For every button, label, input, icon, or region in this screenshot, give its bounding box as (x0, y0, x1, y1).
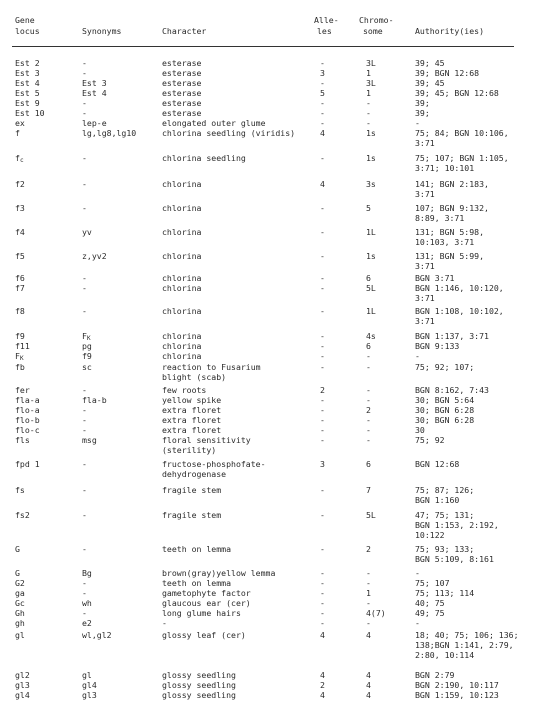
row-6-locus: ex (15, 118, 25, 128)
row-29-alleles: - (320, 544, 325, 554)
row-16-alleles: - (320, 331, 325, 341)
row-17-character-0: chlorina (162, 341, 202, 351)
row-32-alleles: - (320, 588, 325, 598)
row-33-chromosome: - (366, 598, 371, 608)
row-28-authority-0: 47; 75; 131; (415, 510, 475, 520)
row-33-alleles: - (320, 598, 325, 608)
row-12-authority-0: 131; BGN 5:99, (415, 251, 485, 261)
row-5-character-0: esterase (162, 108, 202, 118)
row-19-locus: fb (15, 362, 25, 372)
header-rule (12, 46, 514, 47)
row-25-chromosome: - (366, 435, 371, 445)
header-chromosome-1: Chromo- (359, 15, 394, 25)
row-15-authority-0: BGN 1:108, 10:102, (415, 306, 504, 316)
row-26-character-0: fructose-phosphofate- (162, 459, 266, 469)
row-38-alleles: 2 (320, 680, 325, 690)
row-8-locus: $f_c$ (15, 153, 24, 164)
row-38-authority-0: BGN 2:190, 10:117 (415, 680, 499, 690)
row-18-character-0: chlorina (162, 351, 202, 361)
row-25-alleles: - (320, 435, 325, 445)
header-authority: Authority(ies) (415, 26, 485, 36)
row-2-synonyms: Est 3 (82, 78, 107, 88)
row-12-character-0: chlorina (162, 251, 202, 261)
row-10-locus: f3 (15, 203, 25, 213)
row-37-character-0: glossy seedling (162, 670, 236, 680)
row-10-alleles: - (320, 203, 325, 213)
header-alleles-1: Alle- (314, 15, 339, 25)
row-25-synonyms: msg (82, 435, 97, 445)
row-8-character-0: chlorina seedling (162, 153, 246, 163)
row-5-alleles: - (320, 108, 325, 118)
row-26-alleles: 3 (320, 459, 325, 469)
row-3-alleles: 5 (320, 88, 325, 98)
header-chromosome-2: some (363, 26, 383, 36)
row-9-authority-1: 3:71 (415, 189, 435, 199)
row-31-locus: G2 (15, 578, 25, 588)
row-27-authority-1: BGN 1:160 (415, 495, 460, 505)
row-26-synonyms: - (82, 459, 87, 469)
row-33-locus: Gc (15, 598, 25, 608)
row-22-synonyms: - (82, 405, 87, 415)
row-13-character-0: chlorina (162, 273, 202, 283)
row-7-character-0: chlorina seedling (viridis) (162, 128, 296, 138)
row-4-synonyms: - (82, 98, 87, 108)
row-0-alleles: - (320, 58, 325, 68)
row-27-synonyms: - (82, 485, 87, 495)
row-26-character-1: dehydrogenase (162, 469, 227, 479)
row-22-chromosome: 2 (366, 405, 371, 415)
row-34-authority-0: 49; 75 (415, 608, 445, 618)
row-2-authority-0: 39; 45 (415, 78, 445, 88)
row-4-locus: Est 9 (15, 98, 40, 108)
row-11-character-0: chlorina (162, 227, 202, 237)
row-24-character-0: extra floret (162, 425, 222, 435)
row-13-synonyms: - (82, 273, 87, 283)
row-31-chromosome: - (366, 578, 371, 588)
row-12-locus: f5 (15, 251, 25, 261)
row-7-synonyms: lg,lg8,lg10 (82, 128, 137, 138)
row-1-alleles: 3 (320, 68, 325, 78)
row-8-locus-subscript: c (19, 157, 24, 164)
row-20-authority-0: BGN 8:162, 7:43 (415, 385, 489, 395)
row-14-character-0: chlorina (162, 283, 202, 293)
row-13-authority-0: BGN 3:71 (415, 273, 455, 283)
row-26-chromosome: 6 (366, 459, 371, 469)
row-30-character-0: brown(gray)yellow lemma (162, 568, 276, 578)
row-35-chromosome: - (366, 618, 371, 628)
row-10-synonyms: - (82, 203, 87, 213)
header-character: Character (162, 26, 207, 36)
row-27-character-0: fragile stem (162, 485, 222, 495)
row-9-alleles: 4 (320, 179, 325, 189)
row-1-locus: Est 3 (15, 68, 40, 78)
row-1-authority-0: 39; BGN 12:68 (415, 68, 480, 78)
row-32-authority-0: 75; 113; 114 (415, 588, 475, 598)
row-31-synonyms: - (82, 578, 87, 588)
row-33-synonyms: wh (82, 598, 92, 608)
row-21-chromosome: - (366, 395, 371, 405)
row-16-chromosome: 4s (366, 331, 376, 341)
row-19-alleles: - (320, 362, 325, 372)
row-27-alleles: - (320, 485, 325, 495)
row-35-authority-0: - (415, 618, 420, 628)
row-0-chromosome: 3L (366, 58, 376, 68)
row-28-authority-1: BGN 1:153, 2:192, (415, 520, 499, 530)
row-39-alleles: 4 (320, 690, 325, 700)
header-alleles-2: les (317, 26, 332, 36)
row-20-locus: fer (15, 385, 30, 395)
row-3-character-0: esterase (162, 88, 202, 98)
row-29-character-0: teeth on lemma (162, 544, 232, 554)
row-13-locus: f6 (15, 273, 25, 283)
row-8-authority-1: 3:71; 10:101 (415, 163, 475, 173)
row-28-alleles: - (320, 510, 325, 520)
row-36-locus: gl (15, 630, 25, 640)
row-36-synonyms: wl,gl2 (82, 630, 112, 640)
row-27-chromosome: 7 (366, 485, 371, 495)
row-28-chromosome: 5L (366, 510, 376, 520)
row-26-authority-0: BGN 12:68 (415, 459, 460, 469)
row-25-character-1: (sterility) (162, 445, 217, 455)
row-12-authority-1: 3:71 (415, 261, 435, 271)
row-16-synonyms-subscript: K (86, 335, 91, 342)
row-18-alleles: - (320, 351, 325, 361)
row-19-character-1: blight (scab) (162, 372, 227, 382)
row-17-authority-0: BGN 9:133 (415, 341, 460, 351)
row-31-alleles: - (320, 578, 325, 588)
row-21-synonyms: fla-b (82, 395, 107, 405)
row-18-authority-0: - (415, 351, 420, 361)
row-28-synonyms: - (82, 510, 87, 520)
row-15-synonyms: - (82, 306, 87, 316)
row-19-chromosome: - (366, 362, 371, 372)
row-30-synonyms: Bg (82, 568, 92, 578)
row-9-character-0: chlorina (162, 179, 202, 189)
row-26-locus: fpd 1 (15, 459, 40, 469)
row-4-character-0: esterase (162, 98, 202, 108)
row-37-authority-0: BGN 2:79 (415, 670, 455, 680)
row-21-character-0: yellow spike (162, 395, 222, 405)
row-7-authority-1: 3:71 (415, 138, 435, 148)
row-25-locus: fls (15, 435, 30, 445)
row-28-character-0: fragile stem (162, 510, 222, 520)
row-23-locus: flo-b (15, 415, 40, 425)
row-27-locus: fs (15, 485, 25, 495)
row-10-character-0: chlorina (162, 203, 202, 213)
row-39-authority-0: BGN 1:159, 10:123 (415, 690, 499, 700)
row-9-authority-0: 141; BGN 2:183, (415, 179, 489, 189)
row-0-locus: Est 2 (15, 58, 40, 68)
row-16-locus: f9 (15, 331, 25, 341)
row-23-chromosome: - (366, 415, 371, 425)
row-39-character-0: glossy seedling (162, 690, 236, 700)
row-11-locus: f4 (15, 227, 25, 237)
row-11-chromosome: 1L (366, 227, 376, 237)
row-18-chromosome: - (366, 351, 371, 361)
row-24-alleles: - (320, 425, 325, 435)
row-14-synonyms: - (82, 283, 87, 293)
row-17-alleles: - (320, 341, 325, 351)
row-23-authority-0: 30; BGN 6:28 (415, 415, 475, 425)
row-14-locus: f7 (15, 283, 25, 293)
row-9-locus: f2 (15, 179, 25, 189)
row-37-synonyms: gl (82, 670, 92, 680)
row-32-locus: ga (15, 588, 25, 598)
row-33-authority-0: 40; 75 (415, 598, 445, 608)
row-23-alleles: - (320, 415, 325, 425)
row-10-authority-1: 8:89, 3:71 (415, 213, 465, 223)
row-21-locus: fla-a (15, 395, 40, 405)
header-synonyms: Synonyms (82, 26, 122, 36)
row-4-alleles: - (320, 98, 325, 108)
row-36-authority-1: 138;BGN 1:141, 2:79, (415, 640, 514, 650)
row-2-locus: Est 4 (15, 78, 40, 88)
row-7-locus: f (15, 128, 20, 138)
row-36-authority-0: 18; 40; 75; 106; 136; (415, 630, 519, 640)
row-35-character-0: - (162, 618, 167, 628)
row-36-character-0: glossy leaf (cer) (162, 630, 246, 640)
row-32-synonyms: - (82, 588, 87, 598)
row-30-locus: G (15, 568, 20, 578)
row-24-chromosome: - (366, 425, 371, 435)
row-20-alleles: 2 (320, 385, 325, 395)
row-15-chromosome: 1L (366, 306, 376, 316)
row-9-chromosome: 3s (366, 179, 376, 189)
row-32-character-0: gametophyte factor (162, 588, 251, 598)
row-20-synonyms: - (82, 385, 87, 395)
row-28-authority-2: 10:122 (415, 530, 445, 540)
row-34-locus: Gh (15, 608, 25, 618)
row-38-locus: gl3 (15, 680, 30, 690)
row-10-authority-0: 107; BGN 9:132, (415, 203, 489, 213)
row-2-character-0: esterase (162, 78, 202, 88)
row-7-alleles: 4 (320, 128, 325, 138)
row-15-authority-1: 3:71 (415, 316, 435, 326)
row-14-alleles: - (320, 283, 325, 293)
row-17-locus: f11 (15, 341, 30, 351)
row-15-locus: f8 (15, 306, 25, 316)
row-3-synonyms: Est 4 (82, 88, 107, 98)
row-22-locus: flo-a (15, 405, 40, 415)
row-23-character-0: extra floret (162, 415, 222, 425)
row-22-character-0: extra floret (162, 405, 222, 415)
row-30-authority-0: - (415, 568, 420, 578)
row-11-authority-0: 131; BGN 5:98, (415, 227, 485, 237)
row-16-authority-0: BGN 1:137, 3:71 (415, 331, 489, 341)
row-36-authority-2: 2:80, 10:114 (415, 650, 475, 660)
row-6-character-0: elongated outer glume (162, 118, 266, 128)
row-5-authority-0: 39; (415, 108, 430, 118)
row-9-synonyms: - (82, 179, 87, 189)
row-12-alleles: - (320, 251, 325, 261)
row-23-synonyms: - (82, 415, 87, 425)
row-5-chromosome: - (366, 108, 371, 118)
row-12-chromosome: 1s (366, 251, 376, 261)
row-8-authority-0: 75; 107; BGN 1:105, (415, 153, 509, 163)
row-22-authority-0: 30; BGN 6:28 (415, 405, 475, 415)
row-24-locus: flo-c (15, 425, 40, 435)
row-16-character-0: chlorina (162, 331, 202, 341)
row-19-synonyms: sc (82, 362, 92, 372)
header-locus-2: locus (15, 26, 40, 36)
row-4-authority-0: 39; (415, 98, 430, 108)
row-1-chromosome: 1 (366, 68, 371, 78)
row-8-alleles: - (320, 153, 325, 163)
row-24-synonyms: - (82, 425, 87, 435)
row-38-character-0: glossy seedling (162, 680, 236, 690)
row-2-chromosome: 3L (366, 78, 376, 88)
row-0-authority-0: 39; 45 (415, 58, 445, 68)
row-15-alleles: - (320, 306, 325, 316)
row-24-authority-0: 30 (415, 425, 425, 435)
row-29-authority-1: BGN 5:109, 8:161 (415, 554, 494, 564)
row-6-alleles: - (320, 118, 325, 128)
row-18-locus-subscript: K (19, 355, 24, 362)
row-5-synonyms: - (82, 108, 87, 118)
row-15-character-0: chlorina (162, 306, 202, 316)
row-3-authority-0: 39; 45; BGN 12:68 (415, 88, 499, 98)
row-34-chromosome: 4(7) (366, 608, 386, 618)
row-29-locus: G (15, 544, 20, 554)
row-31-authority-0: 75; 107 (415, 578, 450, 588)
row-11-alleles: - (320, 227, 325, 237)
row-29-chromosome: 2 (366, 544, 371, 554)
row-37-locus: gl2 (15, 670, 30, 680)
row-2-alleles: - (320, 78, 325, 88)
row-17-synonyms: pg (82, 341, 92, 351)
row-25-authority-0: 75; 92 (415, 435, 445, 445)
row-30-alleles: - (320, 568, 325, 578)
row-14-authority-0: BGN 1:146, 10:120, (415, 283, 504, 293)
row-39-synonyms: gl3 (82, 690, 97, 700)
header-locus-1: Gene (15, 15, 35, 25)
row-18-locus: $F_K$ (15, 351, 24, 362)
row-16-synonyms: $F_K$ (82, 331, 91, 342)
row-1-character-0: esterase (162, 68, 202, 78)
row-19-authority-0: 75; 92; 107; (415, 362, 475, 372)
row-34-alleles: - (320, 608, 325, 618)
row-36-alleles: 4 (320, 630, 325, 640)
row-20-character-0: few roots (162, 385, 207, 395)
row-29-authority-0: 75; 93; 133; (415, 544, 475, 554)
row-39-chromosome: 4 (366, 690, 371, 700)
row-6-authority-0: - (415, 118, 420, 128)
row-7-chromosome: 1s (366, 128, 376, 138)
row-21-alleles: - (320, 395, 325, 405)
row-35-alleles: - (320, 618, 325, 628)
row-13-chromosome: 6 (366, 273, 371, 283)
row-31-character-0: teeth on lemma (162, 578, 232, 588)
row-14-authority-1: 3:71 (415, 293, 435, 303)
row-17-chromosome: 6 (366, 341, 371, 351)
row-30-chromosome: - (366, 568, 371, 578)
row-22-alleles: - (320, 405, 325, 415)
row-35-synonyms: e2 (82, 618, 92, 628)
row-37-alleles: 4 (320, 670, 325, 680)
row-12-synonyms: z,yv2 (82, 251, 107, 261)
row-32-chromosome: 1 (366, 588, 371, 598)
row-21-authority-0: 30; BGN 5:64 (415, 395, 475, 405)
row-1-synonyms: - (82, 68, 87, 78)
row-4-chromosome: - (366, 98, 371, 108)
row-38-chromosome: 4 (366, 680, 371, 690)
row-28-locus: fs2 (15, 510, 30, 520)
row-33-character-0: glaucous ear (cer) (162, 598, 251, 608)
row-3-locus: Est 5 (15, 88, 40, 98)
row-27-authority-0: 75; 87; 126; (415, 485, 475, 495)
row-38-synonyms: gl4 (82, 680, 97, 690)
row-6-synonyms: lep-e (82, 118, 107, 128)
row-19-character-0: reaction to Fusarium (162, 362, 261, 372)
row-35-locus: gh (15, 618, 25, 628)
row-8-synonyms: - (82, 153, 87, 163)
row-10-chromosome: 5 (366, 203, 371, 213)
row-36-chromosome: 4 (366, 630, 371, 640)
row-11-synonyms: yv (82, 227, 92, 237)
row-34-synonyms: - (82, 608, 87, 618)
row-18-synonyms: f9 (82, 351, 92, 361)
row-37-chromosome: 4 (366, 670, 371, 680)
row-13-alleles: - (320, 273, 325, 283)
row-39-locus: gl4 (15, 690, 30, 700)
row-5-locus: Est 10 (15, 108, 45, 118)
row-0-character-0: esterase (162, 58, 202, 68)
row-34-character-0: long glume hairs (162, 608, 241, 618)
row-11-authority-1: 10:103, 3:71 (415, 237, 475, 247)
row-7-authority-0: 75; 84; BGN 10:106, (415, 128, 509, 138)
row-0-synonyms: - (82, 58, 87, 68)
row-6-chromosome: - (366, 118, 371, 128)
row-8-chromosome: 1s (366, 153, 376, 163)
row-14-chromosome: 5L (366, 283, 376, 293)
row-25-character-0: floral sensitivity (162, 435, 251, 445)
row-3-chromosome: 1 (366, 88, 371, 98)
row-29-synonyms: - (82, 544, 87, 554)
row-20-chromosome: - (366, 385, 371, 395)
